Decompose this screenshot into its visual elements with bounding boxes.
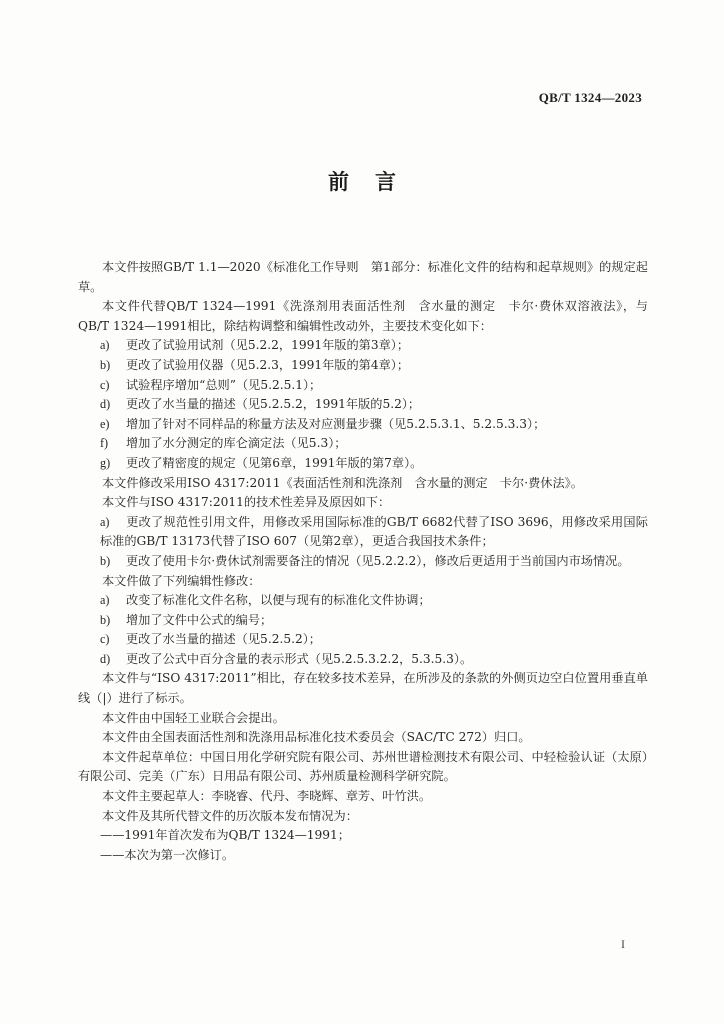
history-item: ——本次为第一次修订。 [100,847,235,862]
paragraph-editorial-intro: 本文件做了下列编辑性修改： [102,573,261,588]
list-item [78,513,648,552]
paragraph-replaces: 本文件代替QB/T 1324—1991《洗涤剂用表面活性剂 含水量的测定 卡尔·费休双溶液法》，与QB/T 1324—1991相比，除结构调整和编辑性改动外，主要技术变化如下： [78,299,648,333]
list-item [78,415,648,435]
list-text: 更改了公式中百分含量的表示形式（见5.2.5.3.2.2，5.3.5.3）。 [126,651,473,666]
page-number: I [621,937,625,951]
list-label: b) [100,553,111,568]
list-label: c) [100,377,110,392]
list-item [78,434,648,454]
standard-code: QB/T 1324—2023 [538,90,642,105]
list-text: 更改了试验用试剂（见5.2.2，1991年版的第3章）； [126,338,410,353]
list-item [78,611,648,631]
list-text: 更改了水当量的描述（见5.2.5.2，1991年版的5.2）； [126,397,421,412]
list-text: 增加了文件中公式的编号； [126,612,273,627]
list-text: 更改了使用卡尔·费休试剂需要备注的情况（见5.2.2.2），修改后更适用于当前国内市场情况。 [126,553,630,568]
editorial-changes-list [78,591,648,669]
list-text: 增加了针对不同样品的称量方法及对应测量步骤（见5.2.5.3.1、5.2.5.3.3）； [126,416,546,431]
list-label: a) [100,338,110,353]
paragraph-history-intro: 本文件及其所代替文件的历次版本发布情况为： [102,808,358,823]
paragraph-proposer: 本文件由中国轻工业联合会提出。 [102,710,285,725]
list-label: b) [100,612,111,627]
list-item [78,395,648,415]
list-text: 增加了水分测定的库仑滴定法（见5.3）； [126,436,347,451]
paragraph-drafting-units: 本文件起草单位：中国日用化学研究院有限公司、苏州世谱检测技术有限公司、中轻检验认证（太原）有限公司、完美（广东）日用品有限公司、苏州质量检测科学研究院。 [78,749,648,784]
paragraph-differences-intro: 本文件与ISO 4317:2011的技术性差异及原因如下： [102,495,391,510]
list-label: e) [100,416,110,431]
list-item [78,650,648,670]
paragraph-adoption: 本文件修改采用ISO 4317:2011《表面活性剂和洗涤剂 含水量的测定 卡尔·费休法》。 [102,475,583,490]
history-item: ——1991年首次发布为QB/T 1324—1991； [100,828,350,843]
paragraph-drafters: 本文件主要起草人：李晓睿、代丹、李晓辉、章芳、叶竹洪。 [102,789,432,804]
foreword-body [78,258,648,865]
list-item [78,591,648,611]
list-text: 更改了精密度的规定（见第6章，1991年版的第7章）。 [126,455,423,470]
paragraph-marking: 本文件与“ISO 4317:2011”相比，存在较多技术差异，在所涉及的条款的外侧页边空白位置用垂直单线（|）进行了标示。 [78,671,648,706]
history-list [78,826,648,865]
list-label: c) [100,632,110,647]
list-item [78,336,648,356]
list-label: d) [100,397,111,412]
paragraph-committee: 本文件由全国表面活性剂和洗涤用品标准化技术委员会（SAC/TC 272）归口。 [102,730,531,745]
list-text: 试验程序增加“总则”（见5.2.5.1）； [126,377,322,392]
list-item [78,630,648,650]
technical-changes-list [78,336,648,473]
list-label: d) [100,651,111,666]
list-text: 改变了标准化文件名称，以便与现有的标准化文件协调； [126,593,431,608]
list-item [78,454,648,474]
list-text: 更改了水当量的描述（见5.2.5.2）； [126,632,321,647]
paragraph-drafting-rules: 本文件按照GB/T 1.1—2020《标准化工作导则 第1部分：标准化文件的结构和起草规则》的规定起草。 [78,260,648,294]
list-text: 更改了规范性引用文件，用修改采用国际标准的GB/T 6682代替了ISO 3696，用修改采用国际标准的GB/T 13173代替了ISO 607（见第2章），更适合我国技术条件； [100,514,648,549]
list-label: f) [100,436,109,451]
list-label: a) [100,593,110,608]
page-title: 前言 [328,170,422,194]
list-label: g) [100,455,111,470]
list-text: 更改了试验用仪器（见5.2.3，1991年版的第4章）； [126,357,410,372]
technical-differences-list [78,513,648,572]
list-item [78,356,648,376]
list-item [78,552,648,572]
list-label: a) [100,514,110,529]
list-item [78,376,648,396]
list-label: b) [100,357,111,372]
